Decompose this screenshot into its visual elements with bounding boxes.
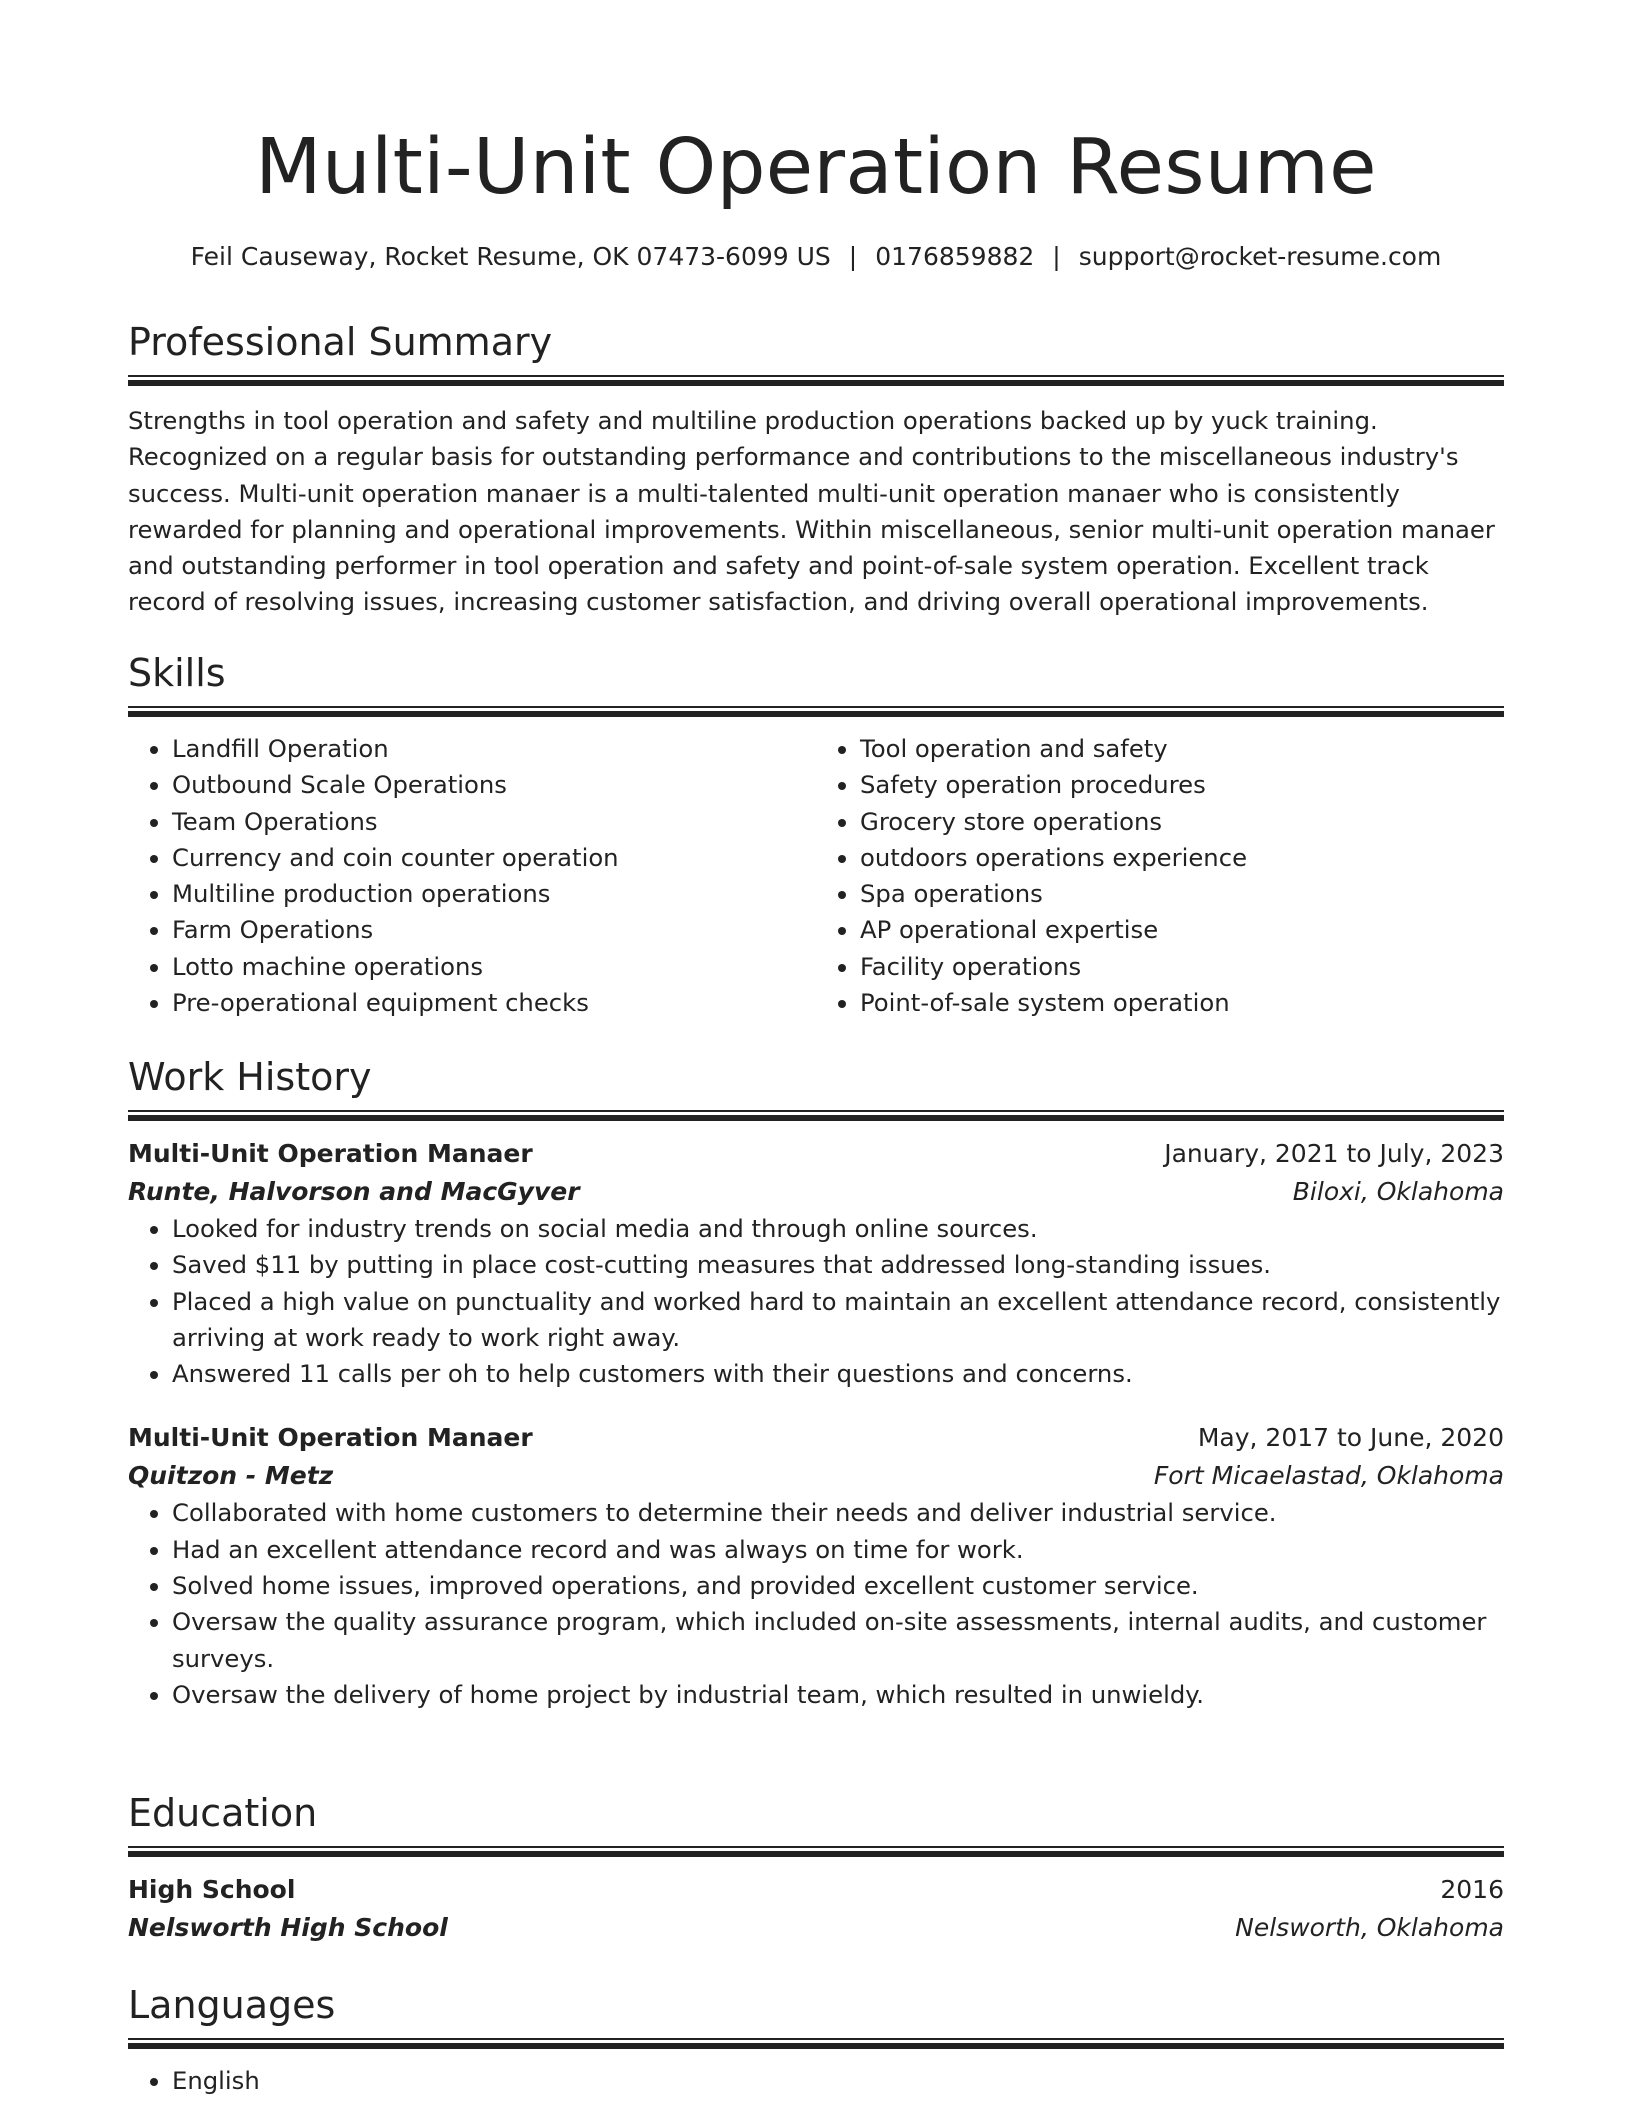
contact-line bbox=[0, 237, 1632, 277]
languages-list bbox=[128, 2063, 1504, 2099]
skill-item: • Landfill Operation bbox=[172, 731, 816, 767]
skill-item: • Outbound Scale Operations bbox=[172, 767, 816, 803]
job-bullet: • Oversaw the delivery of home project by industrial team, which resulted in unwieldy. bbox=[172, 1677, 1504, 1713]
contact-separator: | bbox=[1052, 242, 1061, 271]
job-title: Multi-Unit Operation Manaer bbox=[128, 1423, 533, 1453]
languages-heading: Languages bbox=[128, 1983, 336, 2027]
education-section bbox=[128, 1788, 1504, 1947]
skill-item: • Multiline production operations bbox=[172, 876, 816, 912]
summary-heading: Professional Summary bbox=[128, 320, 553, 364]
contact-email: support@rocket-resume.com bbox=[1078, 242, 1442, 271]
skill-item: • Grocery store operations bbox=[860, 804, 1504, 840]
resume-title: Multi-Unit Operation Resume bbox=[255, 123, 1377, 212]
job-bullets bbox=[128, 1495, 1504, 1713]
job-entry bbox=[128, 1419, 1504, 1713]
section-divider bbox=[128, 1110, 1504, 1121]
job-bullet: • Looked for industry trends on social media and through online sources. bbox=[172, 1211, 1504, 1247]
skill-item: • Facility operations bbox=[860, 949, 1504, 985]
summary-text: Strengths in tool operation and safety and multiline production operations backed up by yuck training. Recognized on a regular basis for outstanding performance and contributions to the miscellaneous industry's success. Multi-unit operation manaer is a multi-talented multi-unit operation manaer who is consistently rewarded for planning and operational improvements. Within miscellaneous, senior multi-unit operation manaer and outstanding performer in tool operation and safety and point-of-sale system operation. Excellent track record of resolving issues, increasing customer satisfaction, and driving overall operational improvements. bbox=[128, 406, 1495, 617]
job-bullet: • Oversaw the quality assurance program, which included on-site assessments, internal audits, and customer surveys. bbox=[172, 1604, 1504, 1677]
job-dates: January, 2021 to July, 2023 bbox=[1164, 1139, 1504, 1168]
work-section bbox=[128, 1052, 1504, 1713]
job-employer: Runte, Halvorson and MacGyver bbox=[128, 1177, 580, 1206]
skill-item: • Team Operations bbox=[172, 804, 816, 840]
job-employer: Quitzon - Metz bbox=[128, 1461, 334, 1491]
skill-item: • Lotto machine operations bbox=[172, 949, 816, 985]
contact-phone: 0176859882 bbox=[875, 242, 1035, 271]
job-dates: May, 2017 to June, 2020 bbox=[1197, 1423, 1504, 1453]
languages-section bbox=[128, 1980, 1504, 2099]
language-item: • English bbox=[172, 2063, 1504, 2099]
skills-section bbox=[128, 648, 1504, 1021]
section-divider bbox=[128, 375, 1504, 386]
section-divider bbox=[128, 2038, 1504, 2049]
job-location: Fort Micaelastad, Oklahoma bbox=[1153, 1461, 1504, 1491]
job-title: Multi-Unit Operation Manaer bbox=[128, 1139, 533, 1168]
education-subheader bbox=[128, 1909, 1504, 1947]
education-degree: High School bbox=[128, 1875, 296, 1904]
job-bullet: • Placed a high value on punctuality and worked hard to maintain an excellent attendance record, consistently arriving at work ready to work right away. bbox=[172, 1284, 1504, 1357]
education-entry bbox=[128, 1871, 1504, 1947]
job-bullets bbox=[128, 1211, 1504, 1392]
contact-separator: | bbox=[848, 242, 858, 271]
education-heading: Education bbox=[128, 1791, 318, 1835]
skill-item: • Currency and coin counter operation bbox=[172, 840, 816, 876]
job-subheader bbox=[128, 1457, 1504, 1495]
skill-item: • Spa operations bbox=[860, 876, 1504, 912]
skills-heading: Skills bbox=[128, 651, 226, 695]
skill-item: • Pre-operational equipment checks bbox=[172, 985, 816, 1021]
education-header bbox=[128, 1871, 1504, 1909]
job-subheader bbox=[128, 1173, 1504, 1211]
section-divider bbox=[128, 1846, 1504, 1857]
job-bullet: • Saved $11 by putting in place cost-cutting measures that addressed long-standing issues. bbox=[172, 1247, 1504, 1283]
job-bullet: • Had an excellent attendance record and was always on time for work. bbox=[172, 1532, 1504, 1568]
education-school: Nelsworth High School bbox=[128, 1913, 448, 1942]
job-bullet: • Answered 11 calls per oh to help customers with their questions and concerns. bbox=[172, 1356, 1504, 1392]
skills-list-left bbox=[128, 731, 816, 1021]
job-header bbox=[128, 1135, 1504, 1173]
skills-list-right bbox=[816, 731, 1504, 1021]
work-heading: Work History bbox=[128, 1055, 372, 1099]
summary-section bbox=[128, 317, 1504, 621]
skill-item: • Point-of-sale system operation bbox=[860, 985, 1504, 1021]
job-header bbox=[128, 1419, 1504, 1457]
skill-item: • Safety operation procedures bbox=[860, 767, 1504, 803]
skill-item: • Farm Operations bbox=[172, 912, 816, 948]
job-bullet: • Collaborated with home customers to determine their needs and deliver industrial service. bbox=[172, 1495, 1504, 1531]
skill-item: • AP operational expertise bbox=[860, 912, 1504, 948]
skills-grid bbox=[128, 731, 1504, 1021]
job-location: Biloxi, Oklahoma bbox=[1292, 1177, 1504, 1206]
education-location: Nelsworth, Oklahoma bbox=[1235, 1913, 1504, 1942]
job-entry bbox=[128, 1135, 1504, 1392]
contact-address: Feil Causeway, Rocket Resume, OK 07473-6099 US bbox=[190, 242, 831, 271]
job-bullet: • Solved home issues, improved operations, and provided excellent customer service. bbox=[172, 1568, 1504, 1604]
skill-item: • outdoors operations experience bbox=[860, 840, 1504, 876]
section-divider bbox=[128, 706, 1504, 717]
skill-item: • Tool operation and safety bbox=[860, 731, 1504, 767]
education-year: 2016 bbox=[1440, 1875, 1504, 1904]
